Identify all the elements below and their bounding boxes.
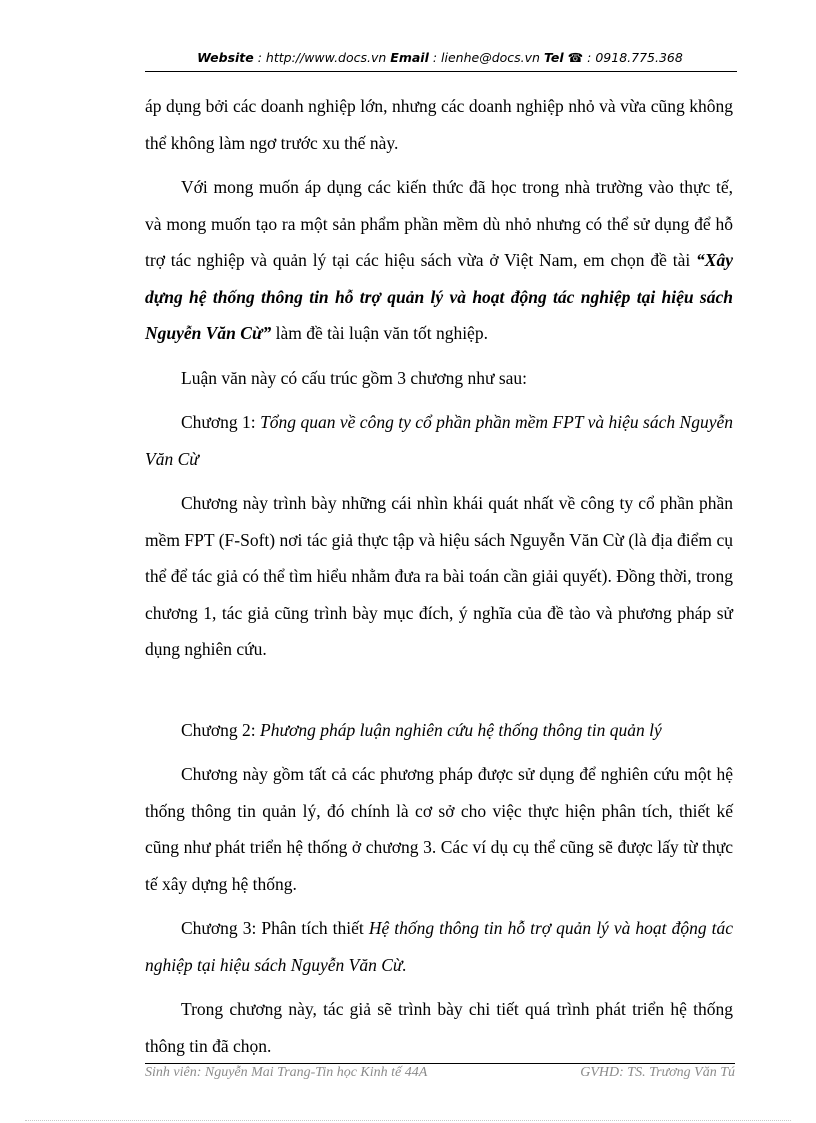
phone-icon: ☎ <box>567 50 584 65</box>
chapter-1-title: Tổng quan về công ty cổ phần phần mềm FPT và hiệu sách Nguyễn Văn Cừ <box>145 412 733 469</box>
page-footer <box>145 1065 735 1081</box>
chapter-1-heading <box>145 404 733 477</box>
website-label: Website <box>197 50 254 65</box>
page-header <box>145 50 735 65</box>
thesis-title: “Xây dựng hệ thống thông tin hỗ trợ quản lý và hoạt động tác nghiệp tại hiệu sách Nguyễn Văn Cừ” <box>145 250 733 343</box>
chapter-3-description: Trong chương này, tác giả sẽ trình bày chi tiết quá trình phát triển hệ thống thông tin đã chọn. <box>145 999 733 1056</box>
email-label: Email <box>390 50 429 65</box>
document-body <box>145 88 733 1072</box>
tel-label: Tel <box>543 50 564 65</box>
page-bottom-border <box>25 1120 791 1121</box>
chapter-2-title: Phương pháp luận nghiên cứu hệ thống thông tin quản lý <box>260 719 662 740</box>
chapter-2-heading <box>145 712 733 749</box>
email-value: : lienhe@docs.vn <box>428 50 544 65</box>
chapter-3-title: Hệ thống thông tin hỗ trợ quản lý và hoạt động tác nghiệp tại hiệu sách Nguyễn Văn Cừ. <box>145 918 733 975</box>
chapter-3-label: Chương 3: Phân tích thiết <box>181 918 369 938</box>
paragraph-structure: Luận văn này có cấu trúc gồm 3 chương như sau: <box>181 367 528 388</box>
chapter-2-description: Chương này gồm tất cả các phương pháp được sử dụng để nghiên cứu một hệ thống thông tin quản lý, đó chính là cơ sở cho việc thực hiện phân tích, thiết kế cũng như phát triển hệ thống ở chương 3. Các ví dụ cụ thể cũng sẽ được lấy từ thực tế xây dựng hệ thống. <box>145 764 733 894</box>
website-value: : http://www.docs.vn <box>253 50 391 65</box>
tel-value: : 0918.775.368 <box>583 50 683 65</box>
chapter-1-description: Chương này trình bày những cái nhìn khái quát nhất về công ty cổ phần phần mềm FPT (F-Soft) nơi tác giả thực tập và hiệu sách Nguyễn Văn Cừ (là địa điểm cụ thể để tác giả có thể tìm hiểu nhằm đưa ra bài toán cần giải quyết). Đồng thời, trong chương 1, tác giả cũng trình bày mục đích, ý nghĩa của đề tào và phương pháp sử dụng nghiên cứu. <box>145 493 733 659</box>
footer-divider <box>145 1063 735 1064</box>
chapter-1-label: Chương 1: <box>181 412 261 432</box>
motivation-end: làm đề tài luận văn tốt nghiệp. <box>271 323 488 343</box>
footer-student: Sinh viên: Nguyễn Mai Trang-Tin học Kinh tế 44A <box>145 1065 428 1080</box>
paragraph-motivation <box>145 169 733 352</box>
header-divider <box>145 71 737 72</box>
motivation-text: Với mong muốn áp dụng các kiến thức đã học trong nhà trường vào thực tế, và mong muốn tạo ra một sản phẩm phần mềm dù nhỏ nhưng có thể sử dụng để hỗ trợ tác nghiệp và quản lý tại các hiệu sách vừa ở Việt Nam, em chọn đề tài <box>145 177 733 270</box>
footer-advisor: GVHD: TS. Trương Văn Tú <box>580 1065 735 1080</box>
chapter-2-label: Chương 2: <box>181 719 261 740</box>
chapter-3-heading <box>145 910 733 983</box>
paragraph-intro-continued: áp dụng bởi các doanh nghiệp lớn, nhưng các doanh nghiệp nhỏ và vừa cũng không thể không làm ngơ trước xu thế này. <box>145 96 733 153</box>
